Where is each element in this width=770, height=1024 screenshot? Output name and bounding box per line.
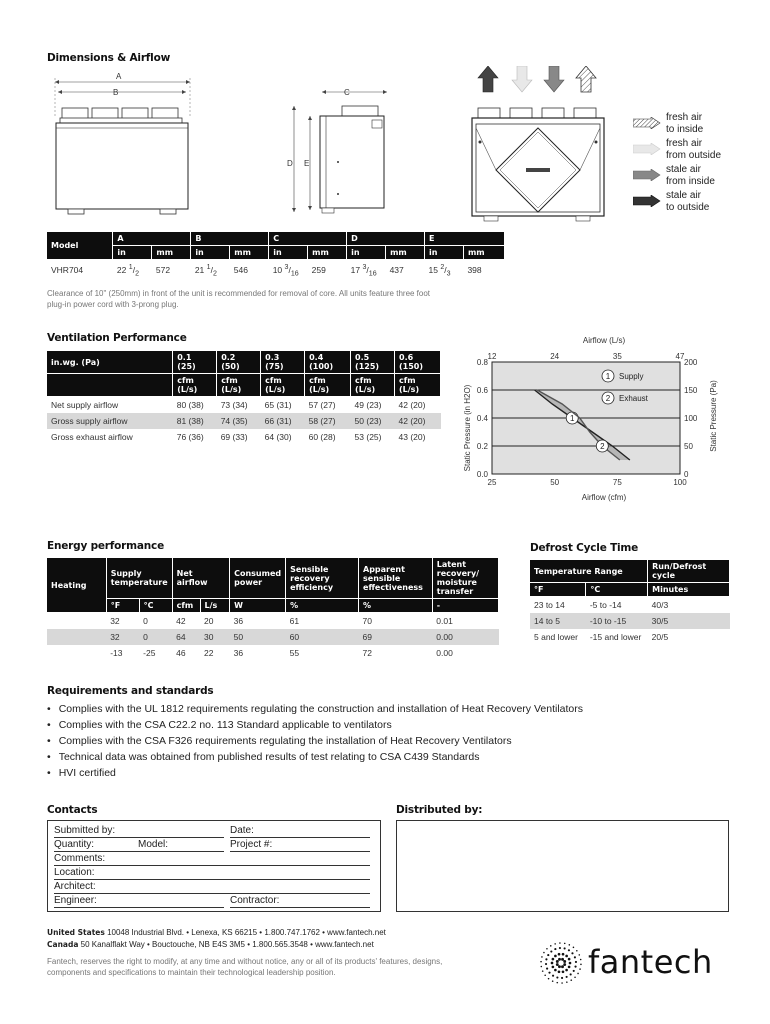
cell: 43 (20) xyxy=(398,432,426,442)
group-header: A xyxy=(113,232,191,246)
section-title-requirements: Requirements and standards xyxy=(47,685,214,697)
unit-header: in xyxy=(347,246,386,260)
logo-dot xyxy=(550,950,552,952)
list-item: • Complies with the CSA C22.2 no. 113 Standard applicable to ventilators xyxy=(47,717,747,733)
table-row xyxy=(530,629,730,645)
logo-dot xyxy=(574,966,576,968)
legend-series-name: Exhaust xyxy=(619,394,648,403)
table-row xyxy=(47,260,505,281)
logo-dot xyxy=(552,966,555,969)
logo-dot xyxy=(579,968,581,970)
col-header: Consumed power xyxy=(230,558,286,599)
logo-dot xyxy=(564,943,566,945)
heating-header: Heating xyxy=(47,558,106,613)
logo-dot xyxy=(580,959,582,961)
legend-label: to outside xyxy=(666,202,710,213)
cell: 50 (23) xyxy=(351,413,395,429)
unit-header: in xyxy=(113,246,152,260)
cell: 58 (27) xyxy=(305,413,351,429)
legend-label: stale air xyxy=(666,190,702,201)
col-header: Temperature Range xyxy=(530,560,648,583)
logo-dot xyxy=(554,955,557,958)
cell: 55 xyxy=(289,648,300,658)
table-row xyxy=(530,613,730,629)
x-tick-label: 75 xyxy=(612,478,622,487)
arrow-dark-icon xyxy=(478,66,498,92)
fantech-logo-icon xyxy=(538,940,584,986)
y-tick-label: 0.8 xyxy=(476,358,488,367)
logo-dot xyxy=(574,976,576,978)
dimensions-table xyxy=(47,232,505,281)
logo-dot xyxy=(554,969,557,972)
inch-cell: 21 $^1/_2$ xyxy=(194,263,217,278)
mm-cell: 259 xyxy=(311,265,326,276)
legend-hatched-icon xyxy=(633,117,661,129)
unit-subheader: cfm (L/s) xyxy=(395,374,441,397)
y-tick-label: 0.6 xyxy=(476,386,488,395)
y-tick-label: 0.0 xyxy=(476,470,488,479)
cell: 42 (20) xyxy=(398,400,426,410)
dim-label-d: D xyxy=(287,159,293,168)
cell: 30/5 xyxy=(648,613,730,629)
cell: 64 xyxy=(172,629,200,645)
field-label: Comments: xyxy=(54,853,106,864)
cell: 49 (23) xyxy=(354,400,382,410)
cell: 72 xyxy=(362,648,372,658)
right-axis-label: Static Pressure (Pa) xyxy=(709,380,718,452)
col-header: Sensible recovery efficiency xyxy=(286,558,359,599)
ventilation-table xyxy=(47,351,441,445)
legend-label: to inside xyxy=(666,124,704,135)
cell: 14 to 5 xyxy=(530,613,586,629)
cell: 53 (25) xyxy=(354,432,382,442)
logo-dot xyxy=(563,960,566,963)
dim-label-e: E xyxy=(304,159,310,168)
logo-dot xyxy=(566,981,568,983)
submitted-by-field[interactable] xyxy=(54,824,224,838)
legend-label: from inside xyxy=(666,176,715,187)
table-row xyxy=(47,629,499,645)
section-title-dimensions: Dimensions & Airflow xyxy=(47,52,171,64)
logo-dot xyxy=(571,952,573,954)
energy-table xyxy=(47,558,499,661)
logo-dot xyxy=(552,975,554,977)
logo-dot xyxy=(563,963,566,966)
x-axis-label: Airflow (cfm) xyxy=(581,493,627,502)
unit-header: in xyxy=(191,246,230,260)
cell: 22 xyxy=(204,648,214,658)
front-view-drawing xyxy=(50,68,200,220)
inch-cell: 22 $^1/_2$ xyxy=(116,263,140,278)
pressure-col: 0.4 (100) xyxy=(305,351,351,374)
footer-canada-address: Canada 50 Kanalflakt Way • Bouctouche, NB E4S 3M5 • 1.800.565.3548 • www.fantech.net xyxy=(47,940,374,949)
top-tick-label: 24 xyxy=(550,352,560,361)
legend-light-icon xyxy=(633,143,661,155)
unit-header: in xyxy=(269,246,308,260)
field-label: Project #: xyxy=(230,839,273,850)
unit-header: in xyxy=(425,246,464,260)
unit-subheader: cfm (L/s) xyxy=(305,374,351,397)
table-row xyxy=(47,397,441,414)
field-label: Submitted by: xyxy=(54,825,116,836)
cell: 36 xyxy=(233,648,244,658)
cell: 0.01 xyxy=(436,616,453,626)
logo-dot xyxy=(574,956,576,958)
legend-dark-icon xyxy=(633,195,661,207)
cell: 80 (38) xyxy=(176,400,204,410)
logo-dot xyxy=(559,942,561,944)
field-label: Date: xyxy=(230,825,254,836)
x-tick-label: 100 xyxy=(673,478,687,487)
sub-header: % xyxy=(286,599,359,613)
cell: 36 xyxy=(233,616,244,626)
row-label: Net supply airflow xyxy=(51,400,119,410)
section-title-ventilation: Ventilation Performance xyxy=(47,332,187,344)
x-tick-label: 50 xyxy=(550,478,560,487)
logo-dot xyxy=(579,954,581,956)
sub-header: - xyxy=(432,599,498,613)
group-header: D xyxy=(347,232,425,246)
airflow-chart xyxy=(458,332,728,504)
cell: 32 xyxy=(106,629,139,645)
cell: 20 xyxy=(204,616,214,626)
logo-dot xyxy=(545,963,547,965)
cell: 42 xyxy=(176,616,186,626)
cell: 60 (28) xyxy=(308,432,336,442)
unit-header: mm xyxy=(308,246,347,260)
cell: 0.00 xyxy=(436,648,453,658)
section-title-defrost: Defrost Cycle Time xyxy=(530,542,639,554)
unit-subheader: cfm (L/s) xyxy=(173,374,217,397)
logo-dot xyxy=(566,976,568,978)
logo-dot xyxy=(576,950,578,952)
cell: 74 (35) xyxy=(217,413,261,429)
logo-dot xyxy=(565,969,568,972)
cell: -10 to -15 xyxy=(586,613,648,629)
top-tick-label: 47 xyxy=(675,352,685,361)
distributed-by-box[interactable] xyxy=(396,820,729,912)
cell: 23 to 14 xyxy=(534,600,565,610)
logo-dot xyxy=(551,962,554,965)
group-header: C xyxy=(269,232,347,246)
cell: 81 (38) xyxy=(173,413,217,429)
unit-subheader: cfm (L/s) xyxy=(261,374,305,397)
table-row xyxy=(47,429,441,445)
section-title-energy: Energy performance xyxy=(47,540,164,552)
logo-dot xyxy=(580,964,582,966)
model-field[interactable] xyxy=(138,838,224,852)
cell: 69 (33) xyxy=(220,432,248,442)
legend-label: from outside xyxy=(666,150,722,161)
cell: 5 and lower xyxy=(534,632,578,642)
logo-dot xyxy=(542,970,544,972)
list-item: • HVI certified xyxy=(47,765,747,781)
airflow-diagram xyxy=(466,66,616,222)
legend-series-name: Supply xyxy=(619,372,644,381)
architect-field[interactable] xyxy=(54,880,370,894)
sub-header: Minutes xyxy=(648,583,730,597)
logo-dot xyxy=(573,970,575,972)
inch-cell: 15 $^2/_3$ xyxy=(428,263,451,278)
section-title-contacts: Contacts xyxy=(47,804,98,816)
logo-dot xyxy=(558,965,561,968)
col-header: Net airflow xyxy=(172,558,229,599)
engineer-field[interactable] xyxy=(54,894,224,908)
logo-dot xyxy=(544,974,546,976)
logo-dot xyxy=(554,948,556,950)
cell: -13 xyxy=(110,648,123,658)
sub-header: % xyxy=(359,599,433,613)
row-label: Gross supply airflow xyxy=(47,413,173,429)
logo-dot xyxy=(570,979,572,981)
logo-dot xyxy=(561,965,564,968)
cell: 50 xyxy=(230,629,286,645)
brand-wordmark: fantech xyxy=(588,943,713,981)
unit-header: mm xyxy=(386,246,425,260)
logo-dot xyxy=(562,970,565,973)
logo-dot xyxy=(546,968,548,970)
logo-dot xyxy=(552,958,555,961)
unit-header: mm xyxy=(463,246,504,260)
series-marker-label: 1 xyxy=(569,414,575,423)
top-axis-label: Airflow (L/s) xyxy=(582,336,626,345)
cell: 73 (34) xyxy=(220,400,248,410)
logo-dot xyxy=(543,952,545,954)
cell: 42 (20) xyxy=(395,413,441,429)
cell: 57 (27) xyxy=(308,400,336,410)
logo-dot xyxy=(540,961,542,963)
logo-dot xyxy=(559,947,561,949)
list-item: • Complies with the CSA F326 requirements regulating the installation of Heat Recovery Ventilators xyxy=(47,733,747,749)
field-label: Location: xyxy=(54,867,95,878)
logo-dot xyxy=(568,949,570,951)
sub-header: cfm xyxy=(172,599,200,613)
logo-dot xyxy=(573,947,575,949)
pressure-col: 0.1 (25) xyxy=(173,351,217,374)
arrow-light-icon xyxy=(512,66,532,92)
model-cell: VHR704 xyxy=(51,265,84,276)
field-label: Model: xyxy=(138,839,169,850)
requirements-list xyxy=(47,701,747,781)
contacts-form xyxy=(47,820,381,912)
cell: 65 (31) xyxy=(264,400,292,410)
top-tick-label: 35 xyxy=(612,352,622,361)
pressure-col: 0.5 (125) xyxy=(351,351,395,374)
logo-dot xyxy=(556,976,558,978)
logo-dot xyxy=(570,973,572,975)
sub-header: L/s xyxy=(200,599,230,613)
pressure-col: 0.6 (150) xyxy=(395,351,441,374)
col-header: Apparent sensible effectiveness xyxy=(359,558,433,599)
cell: 30 xyxy=(200,629,230,645)
logo-dot xyxy=(558,970,561,973)
mm-cell: 398 xyxy=(467,265,482,276)
model-header: Model xyxy=(47,232,113,260)
cell: 66 (31) xyxy=(261,413,305,429)
top-tick-label: 12 xyxy=(487,352,497,361)
cell: 60 xyxy=(286,629,359,645)
row-label: Gross exhaust airflow xyxy=(51,432,133,442)
location-field[interactable] xyxy=(54,866,370,880)
sub-header: °F xyxy=(106,599,139,613)
logo-dot xyxy=(565,955,568,958)
logo-dot xyxy=(541,956,543,958)
group-header: E xyxy=(425,232,505,246)
side-view-drawing xyxy=(282,82,402,222)
logo-dot xyxy=(541,966,543,968)
cell: 0 xyxy=(143,616,148,626)
cell: -25 xyxy=(143,648,156,658)
field-label: Architect: xyxy=(54,881,96,892)
defrost-table xyxy=(530,560,730,645)
y-tick-label: 0.2 xyxy=(476,442,488,451)
cell: 0 xyxy=(139,629,172,645)
table-row xyxy=(47,645,499,661)
field-label: Engineer: xyxy=(54,895,97,906)
arrow-gray-icon xyxy=(544,66,564,92)
quantity-field[interactable] xyxy=(54,838,138,852)
right-tick-label: 50 xyxy=(684,442,693,451)
mm-cell: 572 xyxy=(155,265,171,276)
dim-label-a: A xyxy=(116,72,122,81)
cell: -15 and lower xyxy=(589,632,642,642)
pressure-header: in.wg. (Pa) xyxy=(47,351,173,374)
y-tick-label: 0.4 xyxy=(476,414,488,423)
legend-marker-label: 2 xyxy=(605,394,611,403)
right-tick-label: 100 xyxy=(684,414,698,423)
logo-dot xyxy=(561,982,563,984)
logo-dot xyxy=(568,966,571,969)
logo-dot xyxy=(561,977,563,979)
series-marker-label: 2 xyxy=(600,442,605,451)
airflow-legend xyxy=(633,112,753,214)
mm-cell: 437 xyxy=(389,265,404,276)
group-header: B xyxy=(191,232,269,246)
unit-subheader: cfm (L/s) xyxy=(351,374,395,397)
list-item: • Complies with the UL 1812 requirements regulating the construction and installation of Heat Recovery Ventilators xyxy=(47,701,747,717)
sub-header: °C xyxy=(139,599,172,613)
footer-us-address: United States 10048 Industrial Blvd. • Lenexa, KS 66215 • 1.800.747.1762 • www.fantech.net xyxy=(47,928,386,937)
logo-dot xyxy=(561,958,564,961)
logo-dot xyxy=(546,948,548,950)
cell: 70 xyxy=(362,616,372,626)
legend-gray-icon xyxy=(633,169,661,181)
x-tick-label: 25 xyxy=(487,478,497,487)
col-header: Latent recovery/ moisture transfer xyxy=(432,558,498,599)
logo-dot xyxy=(558,958,561,961)
pressure-col: 0.3 (75) xyxy=(261,351,305,374)
cell: 40/3 xyxy=(651,600,669,610)
field-label: Contractor: xyxy=(230,895,280,906)
cell: 61 xyxy=(289,616,300,626)
list-item: • Technical data was obtained from published results of test relating to CSA C439 Standards xyxy=(47,749,747,765)
unit-header: mm xyxy=(230,246,269,260)
unit-subheader: cfm (L/s) xyxy=(217,374,261,397)
pressure-col: 0.2 (50) xyxy=(217,351,261,374)
right-tick-label: 200 xyxy=(684,358,698,367)
logo-dot xyxy=(548,978,550,980)
logo-dot xyxy=(556,960,559,963)
cell: 64 (30) xyxy=(264,432,292,442)
inch-cell: 10 $^3/_{16}$ xyxy=(272,263,299,278)
right-tick-label: 0 xyxy=(684,470,689,479)
mm-cell: 546 xyxy=(233,265,248,276)
field-label: Quantity: xyxy=(54,839,95,850)
unit-header: mm xyxy=(152,246,191,260)
logo-dot xyxy=(558,953,561,956)
legend-label: fresh air xyxy=(666,112,703,123)
legend-marker-label: 1 xyxy=(605,372,611,381)
sub-header: °C xyxy=(586,583,648,597)
logo-dot xyxy=(545,958,547,960)
logo-dot xyxy=(562,953,565,956)
footer-disclaimer: Fantech, reserves the right to modify, at any time and without notice, any or all of its products' features, designs, components and specifications to maintain their technological leadership position. xyxy=(47,957,443,977)
legend-label: fresh air xyxy=(666,138,703,149)
logo-dot xyxy=(569,944,571,946)
sub-header: W xyxy=(230,599,286,613)
logo-dot xyxy=(547,954,549,956)
clearance-note: Clearance of 10" (250mm) in front of the unit is recommended for removal of core. All units feature three foot plug-in power cord with 3-prong plug. xyxy=(47,289,431,309)
logo-dot xyxy=(556,982,558,984)
table-row xyxy=(530,597,730,614)
logo-dot xyxy=(556,963,559,966)
y-axis-label: Static Pressure (in H2O) xyxy=(463,384,472,472)
inch-cell: 17 $^3/_{16}$ xyxy=(350,263,377,278)
logo-dot xyxy=(548,972,550,974)
dim-label-b: B xyxy=(113,88,119,97)
contractor-field[interactable] xyxy=(230,894,370,908)
logo-dot xyxy=(569,962,572,965)
date-field[interactable] xyxy=(230,824,370,838)
project-field[interactable] xyxy=(230,838,370,852)
col-header: Supply temperature xyxy=(106,558,172,599)
right-tick-label: 150 xyxy=(684,386,698,395)
cell: 46 xyxy=(176,648,186,658)
logo-dot xyxy=(575,961,577,963)
logo-dot xyxy=(568,958,571,961)
cell: 0.00 xyxy=(432,629,498,645)
cell: 32 xyxy=(110,616,120,626)
cell: 20/5 xyxy=(651,632,669,642)
col-header: Run/Defrost cycle xyxy=(648,560,730,583)
cell: -5 to -14 xyxy=(589,600,622,610)
section-title-distributed: Distributed by: xyxy=(396,804,483,816)
cell: 76 (36) xyxy=(176,432,204,442)
logo-dot xyxy=(577,973,579,975)
sub-header: °F xyxy=(530,583,586,597)
logo-dot xyxy=(552,980,554,982)
legend-label: stale air xyxy=(666,164,702,175)
logo-dot xyxy=(550,945,552,947)
dim-label-c: C xyxy=(344,88,350,97)
table-row xyxy=(47,413,441,429)
logo-dot xyxy=(564,947,566,949)
arrow-hatched-icon xyxy=(576,66,596,92)
logo-dot xyxy=(554,943,556,945)
table-row xyxy=(47,613,499,630)
comments-field[interactable] xyxy=(54,852,370,866)
cell: 69 xyxy=(359,629,433,645)
